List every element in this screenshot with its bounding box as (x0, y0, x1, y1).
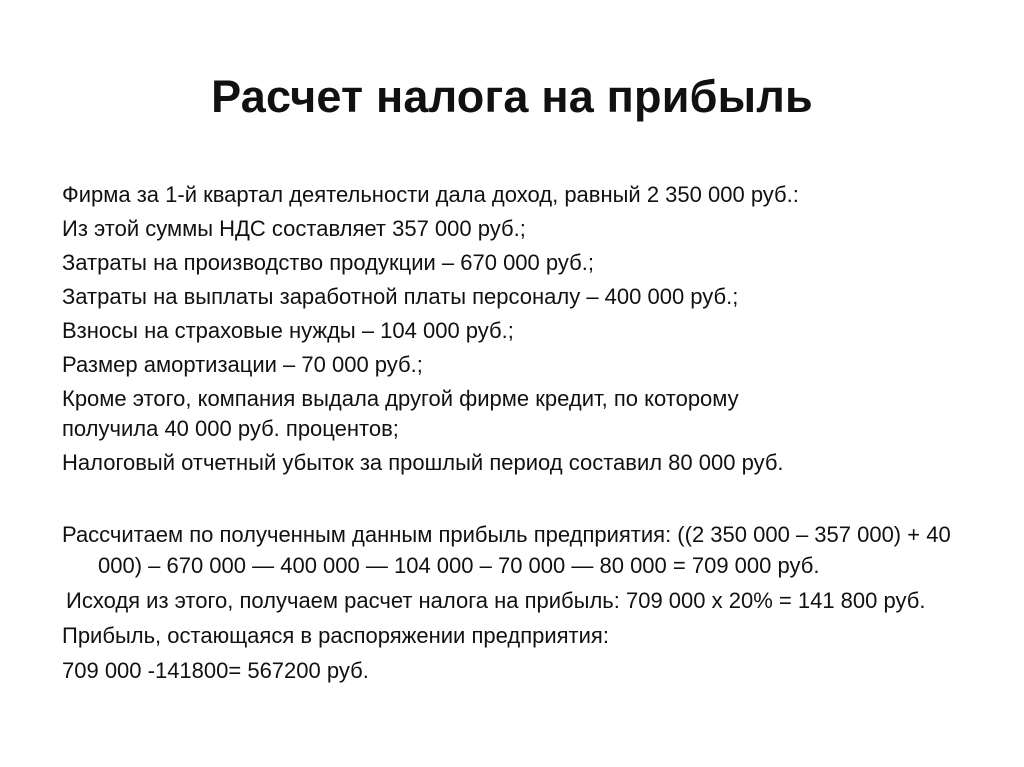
given-production-costs: Затраты на производство продукции – 670 000 руб.; (62, 250, 594, 275)
tax-calculation: Исходя из этого, получаем расчет налога на прибыль: 709 000 х 20% = 141 800 руб. (66, 588, 926, 613)
given-income: Фирма за 1-й квартал деятельности дала доход, равный 2 350 000 руб.: (62, 182, 799, 207)
given-salary-costs: Затраты на выплаты заработной платы персоналу – 400 000 руб.; (62, 284, 739, 309)
remaining-profit-label: Прибыль, остающаяся в распоряжении предприятия: (62, 623, 609, 648)
profit-calculation: Рассчитаем по полученным данным прибыль предприятия: ((2 350 000 – 357 000) + 40 000) – 670 000 — 400 000 — 104 000 – 70 000 — 80 000 = 709 000 руб. (62, 522, 951, 578)
remaining-profit-value: 709 000 -141800= 567200 руб. (62, 658, 369, 683)
given-data-list (62, 180, 1002, 482)
given-prior-loss: Налоговый отчетный убыток за прошлый период составил 80 000 руб. (62, 450, 784, 475)
calculation-block (62, 519, 967, 686)
given-loan-line-1: Кроме этого, компания выдала другой фирме кредит, по которому (62, 386, 739, 411)
slide-title: Расчет налога на прибыль (211, 71, 813, 122)
given-insurance: Взносы на страховые нужды – 104 000 руб.; (62, 318, 514, 343)
given-depreciation: Размер амортизации – 70 000 руб.; (62, 352, 423, 377)
given-vat: Из этой суммы НДС составляет 357 000 руб.; (62, 216, 526, 241)
given-loan-line-2: получила 40 000 руб. процентов; (62, 416, 399, 441)
